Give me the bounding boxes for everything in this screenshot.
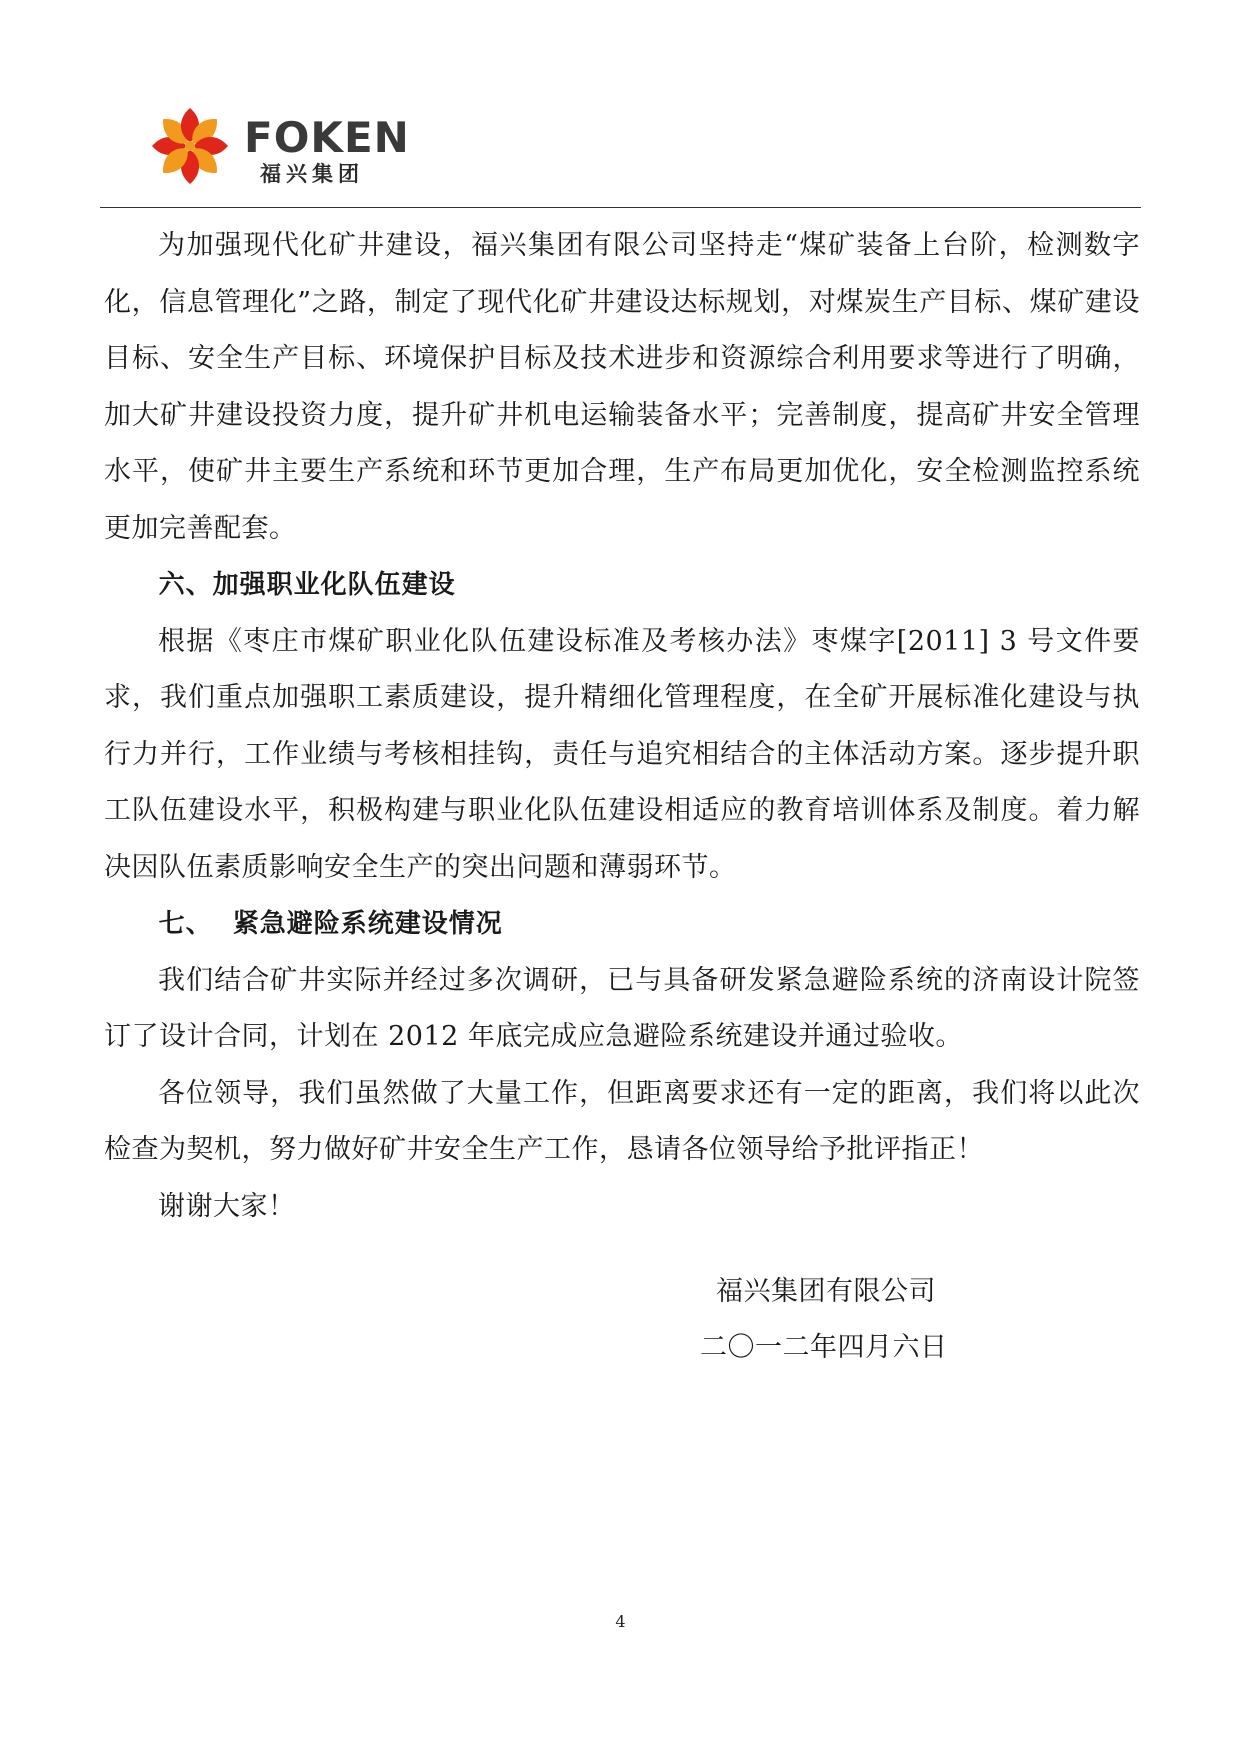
- paragraph-modernization: 为加强现代化矿井建设，福兴集团有限公司坚持走“煤矿装备上台阶，检测数字化，信息管理化”之路，制定了现代化矿井建设达标规划，对煤炭生产目标、煤矿建设目标、安全生产目标、环境保护目标及技术进步和资源综合利用要求等进行了明确，加大矿井建设投资力度，提升矿井机电运输装备水平；完善制度，提高矿井安全管理水平，使矿井主要生产系统和环节更加合理，生产布局更加优化，安全检测监控系统更加完善配套。: [104, 230, 1140, 544]
- paragraph-thanks: 谢谢大家！: [158, 1190, 296, 1222]
- section-heading-7: 七、 紧急避险系统建设情况: [158, 909, 503, 939]
- signature-block: [700, 1264, 1000, 1376]
- signature-date: 二〇一二年四月六日: [700, 1332, 948, 1363]
- section-heading-6: 六、加强职业化队伍建设: [158, 570, 456, 600]
- document-body: [104, 218, 1140, 1235]
- signature-company: 福兴集团有限公司: [716, 1276, 936, 1307]
- logo-chinese-name: 福兴集团: [260, 162, 364, 186]
- foken-logo: [142, 106, 442, 186]
- logo-wordmark: FOKEN: [244, 113, 410, 162]
- paragraph-emergency-system: 我们结合矿井实际并经过多次调研，已与具备研发紧急避险系统的济南设计院签订了设计合同，计划在 2012 年底完成应急避险系统建设并通过验收。: [104, 964, 1140, 1052]
- paragraph-closing: 各位领导，我们虽然做了大量工作，但距离要求还有一定的距离，我们将以此次检查为契机，努力做好矿井安全生产工作，恳请各位领导给予批评指正！: [104, 1077, 1140, 1165]
- paragraph-workforce: 根据《枣庄市煤矿职业化队伍建设标准及考核办法》枣煤字[2011] 3 号文件要求，我们重点加强职工素质建设，提升精细化管理程度，在全矿开展标准化建设与执行力并行，工作业绩与考核相挂钩，责任与追究相结合的主体活动方案。逐步提升职工队伍建设水平，积极构建与职业化队伍建设相适应的教育培训体系及制度。着力解决因队伍素质影响安全生产的突出问题和薄弱环节。: [104, 625, 1140, 883]
- header-divider: [100, 207, 1141, 208]
- page-number: 4: [615, 1612, 626, 1631]
- flower-logo-icon: [142, 106, 238, 186]
